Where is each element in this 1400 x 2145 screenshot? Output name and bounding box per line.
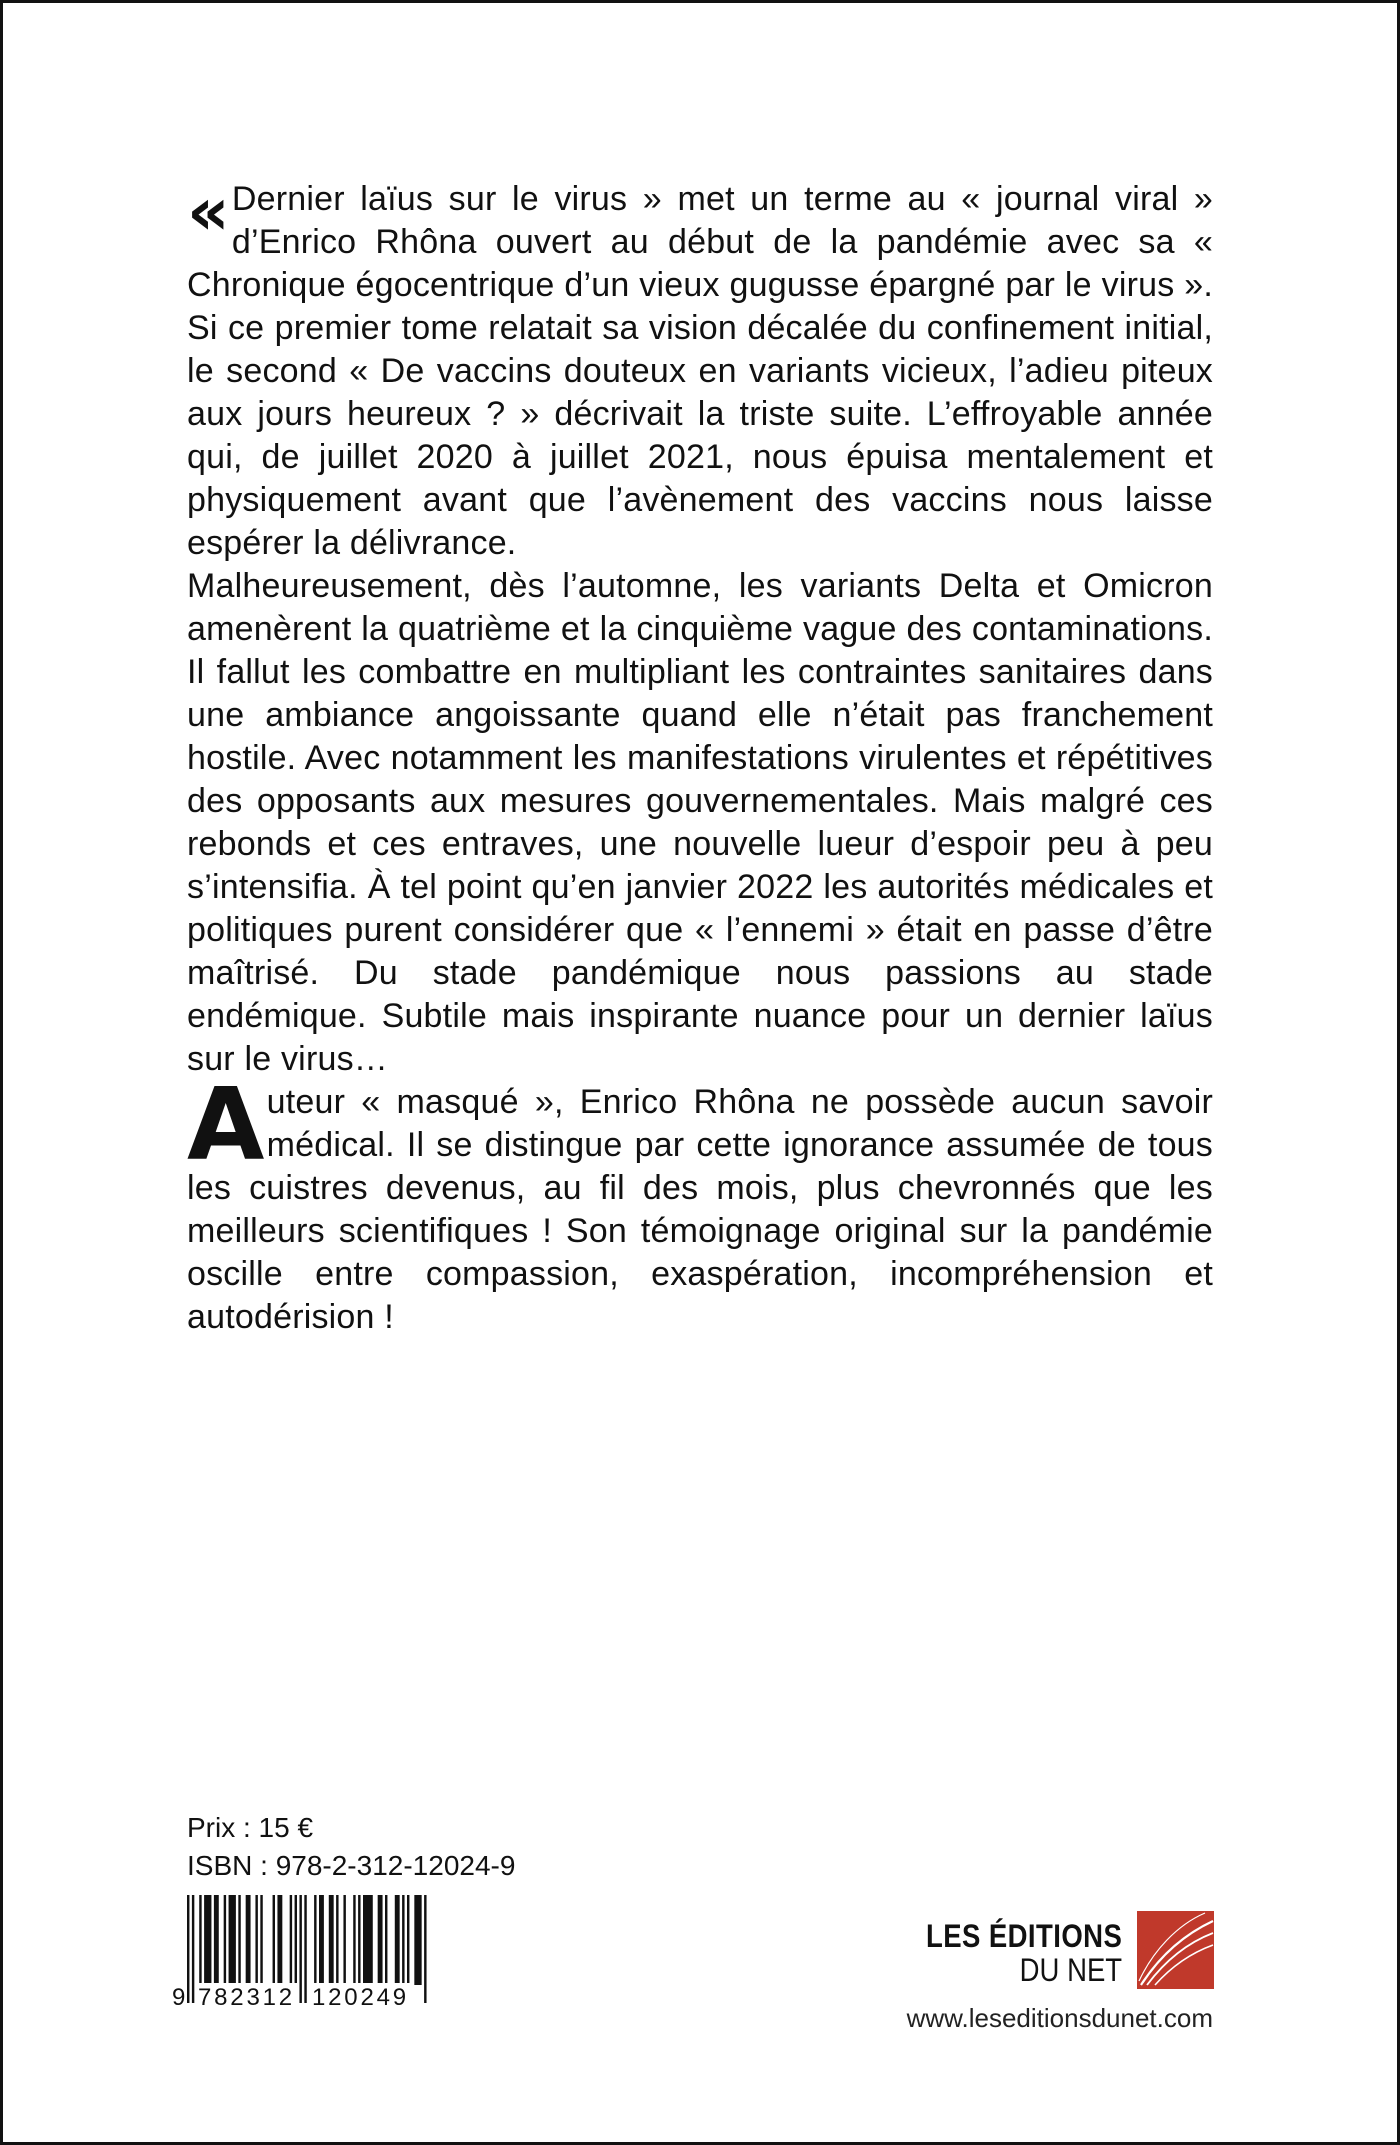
barcode-bar (229, 1895, 236, 1985)
barcode-bar (358, 1895, 360, 1985)
publisher-website: www.leseditionsdunet.com (906, 2003, 1213, 2033)
blurb-paragraph-1 (187, 173, 1213, 565)
blurb-paragraph-2: Malheureusement, dès l’automne, les variants Delta et Omicron amenèrent la quatrième et la cinquième vague des contaminations. Il fallut les combattre en multipliant les contraintes sanitaires dans une ambiance angoissante quand elle n’était pas franchement hostile. Avec notamment les manifestations virulentes et répétitives des opposants aux mesures gouvernementales. Mais malgré ces rebonds et ces entraves, une nouvelle lueur d’espoir peu à peu s’intensifia. À tel point qu’en janvier 2022 les autorités médicales et politiques purent considérer que « l’ennemi » était en passe d’être maîtrisé. Du stade pandémique nous passions au stade endémique. Subtile mais inspirante nuance pour un dernier laïus sur le virus… (187, 567, 1213, 1078)
publisher-logo-icon (1137, 1911, 1214, 1989)
blurb-paragraph-1-text: Dernier laïus sur le virus » met un terme au « journal viral » d’Enrico Rhôna ouvert au début de la pandémie avec sa « Chronique égocentrique d’un vieux gugusse épargné par le virus ». Si ce premier tome relatait sa vision décalée du confinement initial, le second « De vaccins douteux en variants vicieux, l’adieu piteux aux jours heureux ? » décrivait la triste suite. L’effroyable année qui, de juillet 2020 à juillet 2021, nous épuisa mentalement et physiquement avant que l’avènement des vaccins nous laisse espérer la délivrance. (187, 180, 1213, 562)
barcode-bar (319, 1895, 324, 1985)
barcode-bar (224, 1895, 226, 1985)
barcode-bar (407, 1895, 409, 1985)
barcode-bar (255, 1895, 257, 1985)
publisher-subname: DU NET (1019, 1952, 1122, 1988)
barcode-group-1: 782312 (198, 1984, 295, 2011)
isbn: ISBN : 978-2-312-12024-9 (187, 1850, 516, 1881)
author-dropcap: A (187, 1066, 265, 1183)
barcode-bar (343, 1895, 345, 1985)
barcode-bar (329, 1895, 334, 1985)
barcode-bar (363, 1895, 373, 1985)
barcode-bar (260, 1895, 262, 1985)
author-paragraph-text: uteur « masqué », Enrico Rhôna ne possède aucun savoir médical. Il se distingue par cette ignorance assumée de tous les cuistres devenus, au fil des mois, plus chevronnés que les meilleurs scientifiques ! Son témoignage original sur la pandémie oscille entre compassion, exaspération, incompréhension et autodérision ! (187, 1083, 1213, 1336)
barcode-bar (273, 1895, 275, 1985)
barcode-bar (314, 1895, 316, 1985)
quote-dropcap: « (187, 173, 230, 250)
barcode-bar (214, 1895, 219, 1985)
barcode-bar (402, 1895, 404, 1985)
barcode-digits (172, 1983, 434, 2013)
barcode-bar (277, 1895, 282, 1985)
barcode-bar (378, 1895, 383, 1985)
barcode-bar (290, 1895, 292, 1985)
barcode-bar (238, 1895, 240, 1985)
publisher-name: LES ÉDITIONS (925, 1918, 1122, 1954)
publisher-block (924, 1908, 1214, 1993)
barcode-bar (414, 1895, 421, 1985)
barcode-bar (336, 1895, 338, 1985)
barcode-bar (199, 1895, 201, 1985)
barcode-bar (395, 1895, 400, 1985)
barcode-bar (353, 1895, 355, 1985)
back-cover-text (187, 173, 1213, 1339)
barcode-lead-digit: 9 (172, 1984, 186, 2011)
barcode-group-2: 120249 (312, 1984, 409, 2011)
price: Prix : 15 € (187, 1812, 314, 1843)
barcode-bar (246, 1895, 251, 1985)
author-paragraph (187, 1066, 1213, 1339)
barcode-bar (204, 1895, 211, 1985)
barcode-bar (385, 1895, 387, 1985)
